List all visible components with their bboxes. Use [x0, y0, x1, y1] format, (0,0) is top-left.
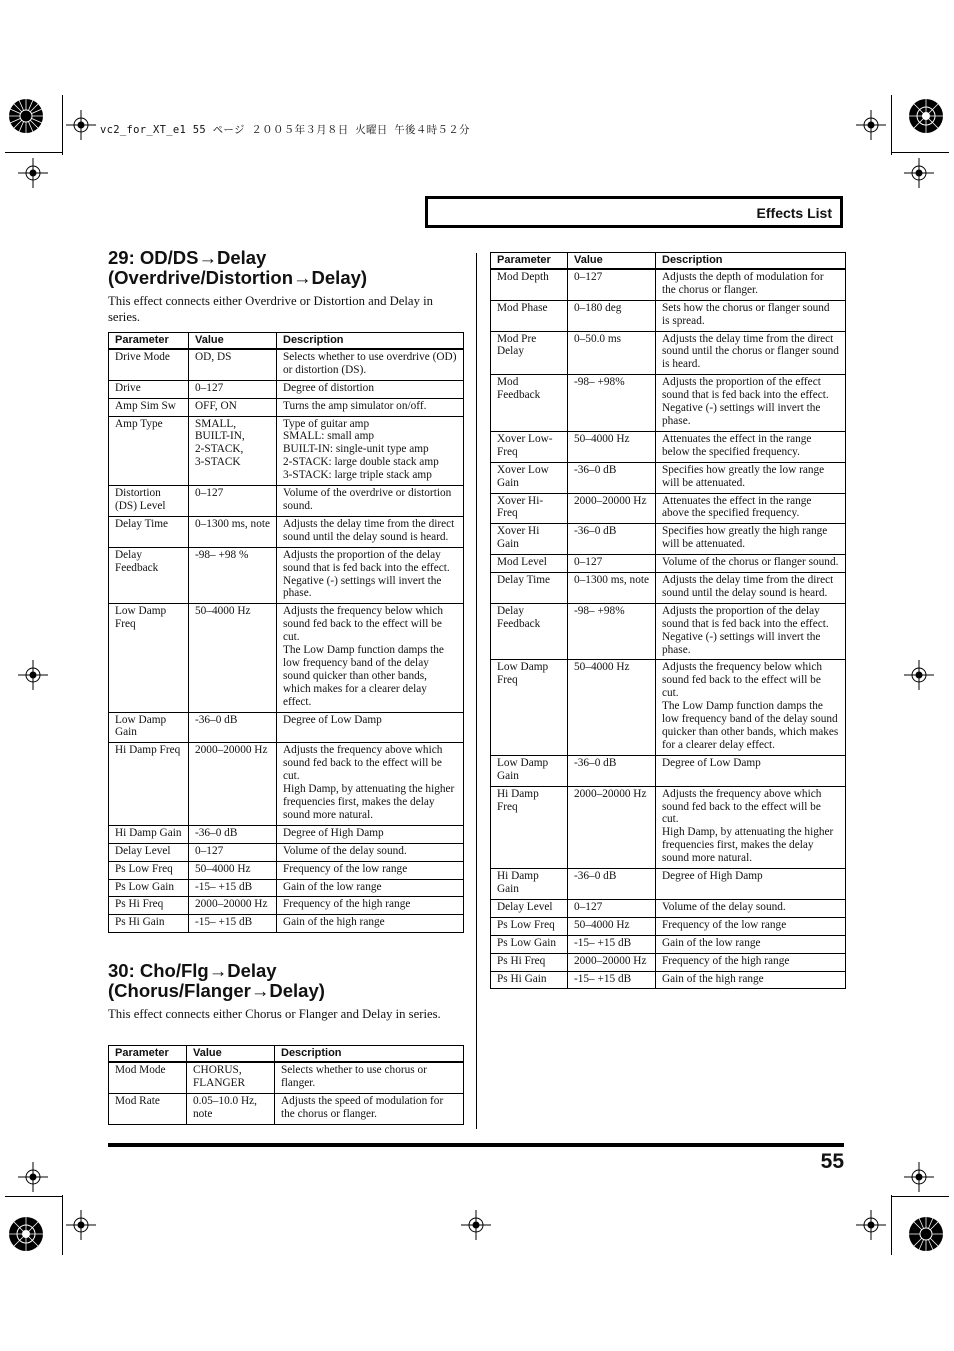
value-cell: 50–4000 Hz [189, 604, 277, 712]
table-row [491, 269, 846, 300]
parameter-cell: Ps Low Freq [491, 917, 568, 935]
value-cell: -15– +15 dB [568, 971, 656, 989]
description-cell: Volume of the overdrive or distortion sound. [277, 486, 464, 517]
section-30-title [108, 961, 325, 1001]
value-cell: -36–0 dB [568, 462, 656, 493]
page-number: 55 [820, 1150, 844, 1173]
description-cell: Adjusts the frequency below which sound fed back to the effect will be cut. The Low Damp function damps the low frequency band of the delay sound quicker than other bands, which makes for a clearer delay effect. [656, 660, 846, 755]
table-row [491, 869, 846, 900]
value-cell: SMALL, BUILT-IN, 2-STACK, 3-STACK [189, 416, 277, 486]
value-cell: 50–4000 Hz [568, 917, 656, 935]
registration-crosshair-icon [904, 1162, 934, 1192]
parameter-cell: Low Damp Gain [109, 712, 189, 743]
description-cell: Volume of the delay sound. [277, 843, 464, 861]
parameter-cell: Ps Hi Gain [109, 915, 189, 933]
description-cell: Degree of High Damp [656, 869, 846, 900]
crop-mark [62, 1195, 63, 1255]
parameter-cell: Ps Hi Freq [109, 897, 189, 915]
parameter-cell: Delay Time [109, 516, 189, 547]
parameter-cell: Hi Damp Gain [109, 825, 189, 843]
registration-crosshair-icon [856, 110, 886, 140]
parameter-cell: Delay Feedback [491, 603, 568, 660]
value-cell: -15– +15 dB [568, 935, 656, 953]
description-cell: Degree of Low Damp [277, 712, 464, 743]
value-cell: -36–0 dB [568, 869, 656, 900]
column-divider [476, 253, 477, 1129]
section-29-intro: This effect connects either Overdrive or Distortion and Delay in series. [108, 294, 433, 324]
description-cell: Frequency of the high range [656, 953, 846, 971]
registration-crosshair-icon [904, 158, 934, 188]
column-header: Parameter [109, 333, 189, 349]
crop-mark [5, 1196, 63, 1197]
registration-crosshair-icon [66, 110, 96, 140]
parameter-cell: Mod Feedback [491, 375, 568, 432]
section-29-title-line2: (Overdrive/Distortion→Delay) [108, 267, 368, 288]
description-cell: Degree of distortion [277, 380, 464, 398]
table-row [109, 915, 464, 933]
description-cell: Sets how the chorus or flanger sound is spread. [656, 300, 846, 331]
value-cell: 0–127 [189, 486, 277, 517]
table-row [109, 416, 464, 486]
description-cell: Gain of the high range [277, 915, 464, 933]
parameter-cell: Ps Hi Freq [491, 953, 568, 971]
parameter-cell: Delay Level [109, 843, 189, 861]
value-cell: -15– +15 dB [189, 915, 277, 933]
crop-mark [891, 95, 892, 155]
table-row [491, 917, 846, 935]
description-cell: Specifies how greatly the low range will be attenuated. [656, 462, 846, 493]
parameter-cell: Xover Hi-Freq [491, 493, 568, 524]
parameter-cell: Hi Damp Freq [491, 786, 568, 868]
section-30-intro: This effect connects either Chorus or Flanger and Delay in series. [108, 1007, 441, 1021]
description-cell: Adjusts the frequency above which sound fed back to the effect will be cut. High Damp, by attenuating the higher frequencies first, makes the delay sound more natural. [277, 743, 464, 825]
value-cell: 50–4000 Hz [568, 431, 656, 462]
description-cell: Adjusts the delay time from the direct sound until the delay sound is heard. [277, 516, 464, 547]
parameter-cell: Low Damp Freq [109, 604, 189, 712]
registration-sunburst-icon [908, 98, 944, 134]
parameter-cell: Drive Mode [109, 349, 189, 380]
value-cell: 2000–20000 Hz [189, 743, 277, 825]
column-header: Parameter [491, 253, 568, 269]
description-cell: Volume of the delay sound. [656, 899, 846, 917]
value-cell: 0–180 deg [568, 300, 656, 331]
value-cell: -36–0 dB [189, 825, 277, 843]
table-row [109, 604, 464, 712]
parameter-cell: Mod Phase [491, 300, 568, 331]
parameter-cell: Amp Sim Sw [109, 398, 189, 416]
table-row [491, 786, 846, 868]
description-cell: Adjusts the proportion of the delay sound that is fed back into the effect. Negative (-) settings will invert the phase. [277, 547, 464, 604]
description-cell: Gain of the low range [656, 935, 846, 953]
section-30-title-line1: 30: Cho/Flg→Delay [108, 960, 277, 981]
value-cell: -36–0 dB [189, 712, 277, 743]
table-row [491, 953, 846, 971]
value-cell: -36–0 dB [568, 524, 656, 555]
description-cell: Attenuates the effect in the range below the specified frequency. [656, 431, 846, 462]
description-cell: Adjusts the depth of modulation for the chorus or flanger. [656, 269, 846, 300]
table-row [491, 603, 846, 660]
table-row [109, 486, 464, 517]
value-cell: 0–1300 ms, note [189, 516, 277, 547]
table-row [109, 1062, 464, 1093]
parameter-cell: Delay Feedback [109, 547, 189, 604]
value-cell: OD, DS [189, 349, 277, 380]
parameter-cell: Xover Low-Freq [491, 431, 568, 462]
description-cell: Type of guitar amp SMALL: small amp BUILT-IN: single-unit type amp 2-STACK: large double stack amp 3-STACK: large triple stack amp [277, 416, 464, 486]
section-29-title [108, 248, 367, 288]
footer-rule [108, 1143, 844, 1147]
parameter-cell: Mod Depth [491, 269, 568, 300]
description-cell: Frequency of the high range [277, 897, 464, 915]
value-cell: 0–127 [568, 899, 656, 917]
column-header: Description [275, 1046, 464, 1062]
description-cell: Degree of Low Damp [656, 755, 846, 786]
parameter-cell: Ps Low Gain [109, 879, 189, 897]
value-cell: -98– +98% [568, 375, 656, 432]
description-cell: Gain of the low range [277, 879, 464, 897]
parameter-cell: Hi Damp Gain [491, 869, 568, 900]
crop-mark [891, 1196, 949, 1197]
description-cell: Adjusts the speed of modulation for the chorus or flanger. [275, 1093, 464, 1124]
description-cell: Adjusts the frequency above which sound fed back to the effect will be cut. High Damp, by attenuating the higher frequencies first, makes the delay sound more natural. [656, 786, 846, 868]
table-row [109, 380, 464, 398]
description-cell: Specifies how greatly the high range will be attenuated. [656, 524, 846, 555]
description-cell: Adjusts the proportion of the delay sound that is fed back into the effect. Negative (-) settings will invert the phase. [656, 603, 846, 660]
value-cell: -36–0 dB [568, 755, 656, 786]
value-cell: 0–1300 ms, note [568, 573, 656, 604]
registration-crosshair-icon [66, 1210, 96, 1240]
value-cell: 2000–20000 Hz [568, 493, 656, 524]
value-cell: 50–4000 Hz [568, 660, 656, 755]
description-cell: Adjusts the delay time from the direct sound until the delay sound is heard. [656, 573, 846, 604]
section-29-title-line1: 29: OD/DS→Delay [108, 247, 267, 268]
description-cell: Frequency of the low range [277, 861, 464, 879]
table-row [491, 493, 846, 524]
registration-crosshair-icon [904, 660, 934, 690]
description-cell: Adjusts the delay time from the direct sound until the chorus or flanger sound is heard. [656, 331, 846, 375]
parameter-cell: Low Damp Gain [491, 755, 568, 786]
table-row [491, 524, 846, 555]
value-cell: 0–127 [189, 380, 277, 398]
value-cell: 0–127 [568, 555, 656, 573]
registration-crosshair-icon [856, 1210, 886, 1240]
description-cell: Degree of High Damp [277, 825, 464, 843]
table-row [491, 555, 846, 573]
table-row [109, 1093, 464, 1124]
table-row [109, 516, 464, 547]
parameter-cell: Low Damp Freq [491, 660, 568, 755]
parameter-cell: Xover Low Gain [491, 462, 568, 493]
column-header: Value [187, 1046, 275, 1062]
value-cell: 0–127 [189, 843, 277, 861]
parameter-cell: Xover Hi Gain [491, 524, 568, 555]
registration-crosshair-icon [461, 1210, 491, 1240]
parameter-cell: Mod Rate [109, 1093, 187, 1124]
column-header: Value [568, 253, 656, 269]
table-row [491, 899, 846, 917]
crop-mark [5, 152, 63, 153]
registration-sunburst-icon [8, 1216, 44, 1252]
value-cell: 2000–20000 Hz [568, 953, 656, 971]
parameter-cell: Ps Low Gain [491, 935, 568, 953]
table-row [109, 398, 464, 416]
section-header-box [425, 196, 843, 228]
value-cell: OFF, ON [189, 398, 277, 416]
description-cell: Frequency of the low range [656, 917, 846, 935]
table-row [491, 375, 846, 432]
crop-mark [62, 95, 63, 155]
crop-mark [891, 152, 949, 153]
table-row [109, 879, 464, 897]
parameter-cell: Ps Hi Gain [491, 971, 568, 989]
registration-sunburst-icon [908, 1216, 944, 1252]
value-cell: CHORUS, FLANGER [187, 1062, 275, 1093]
table-row [491, 300, 846, 331]
value-cell: 0–127 [568, 269, 656, 300]
parameter-cell: Mod Pre Delay [491, 331, 568, 375]
description-cell: Selects whether to use chorus or flanger. [275, 1062, 464, 1093]
registration-sunburst-icon [8, 98, 44, 134]
table-row [109, 743, 464, 825]
registration-crosshair-icon [18, 660, 48, 690]
description-cell: Adjusts the proportion of the effect sound that is fed back into the effect. Negative (-) settings will invert the phase. [656, 375, 846, 432]
parameter-cell: Amp Type [109, 416, 189, 486]
table-row [491, 573, 846, 604]
table-row [491, 431, 846, 462]
column-header: Description [656, 253, 846, 269]
value-cell: 50–4000 Hz [189, 861, 277, 879]
column-header: Description [277, 333, 464, 349]
parameter-cell: Hi Damp Freq [109, 743, 189, 825]
table-row [109, 843, 464, 861]
parameter-cell: Mod Mode [109, 1062, 187, 1093]
value-cell: -15– +15 dB [189, 879, 277, 897]
parameter-cell: Mod Level [491, 555, 568, 573]
value-cell: 0–50.0 ms [568, 331, 656, 375]
crop-mark [891, 1195, 892, 1255]
table-header-row [109, 333, 464, 349]
table-row [109, 712, 464, 743]
table-header-row [109, 1046, 464, 1062]
table-row [491, 971, 846, 989]
description-cell: Adjusts the frequency below which sound fed back to the effect will be cut. The Low Damp function damps the low frequency band of the delay sound quicker than other bands, which makes for a clearer delay effect. [277, 604, 464, 712]
description-cell: Attenuates the effect in the range above the specified frequency. [656, 493, 846, 524]
table-row [109, 349, 464, 380]
description-cell: Volume of the chorus or flanger sound. [656, 555, 846, 573]
table-row [491, 935, 846, 953]
table-header-row [491, 253, 846, 269]
parameter-cell: Delay Level [491, 899, 568, 917]
column-header: Value [189, 333, 277, 349]
value-cell: 2000–20000 Hz [568, 786, 656, 868]
table-row [491, 660, 846, 755]
print-info-line: vc2_for_XT_e1 55 ページ ２００５年３月８日 火曜日 午後４時５２分 [100, 124, 470, 136]
section-29-param-table [108, 332, 464, 933]
table-row [491, 331, 846, 375]
registration-crosshair-icon [18, 1162, 48, 1192]
section-30-param-table-continued [490, 252, 846, 989]
registration-crosshair-icon [18, 158, 48, 188]
value-cell: -98– +98% [568, 603, 656, 660]
table-row [109, 897, 464, 915]
header-title: Effects List [756, 205, 832, 221]
parameter-cell: Drive [109, 380, 189, 398]
parameter-cell: Delay Time [491, 573, 568, 604]
description-cell: Gain of the high range [656, 971, 846, 989]
value-cell: 2000–20000 Hz [189, 897, 277, 915]
description-cell: Selects whether to use overdrive (OD) or distortion (DS). [277, 349, 464, 380]
section-30-title-line2: (Chorus/Flanger→Delay) [108, 980, 325, 1001]
parameter-cell: Ps Low Freq [109, 861, 189, 879]
table-row [109, 547, 464, 604]
value-cell: -98– +98 % [189, 547, 277, 604]
table-row [109, 825, 464, 843]
column-header: Parameter [109, 1046, 187, 1062]
value-cell: 0.05–10.0 Hz, note [187, 1093, 275, 1124]
table-row [491, 755, 846, 786]
section-30-param-table [108, 1045, 464, 1125]
parameter-cell: Distortion (DS) Level [109, 486, 189, 517]
table-row [491, 462, 846, 493]
table-row [109, 861, 464, 879]
description-cell: Turns the amp simulator on/off. [277, 398, 464, 416]
